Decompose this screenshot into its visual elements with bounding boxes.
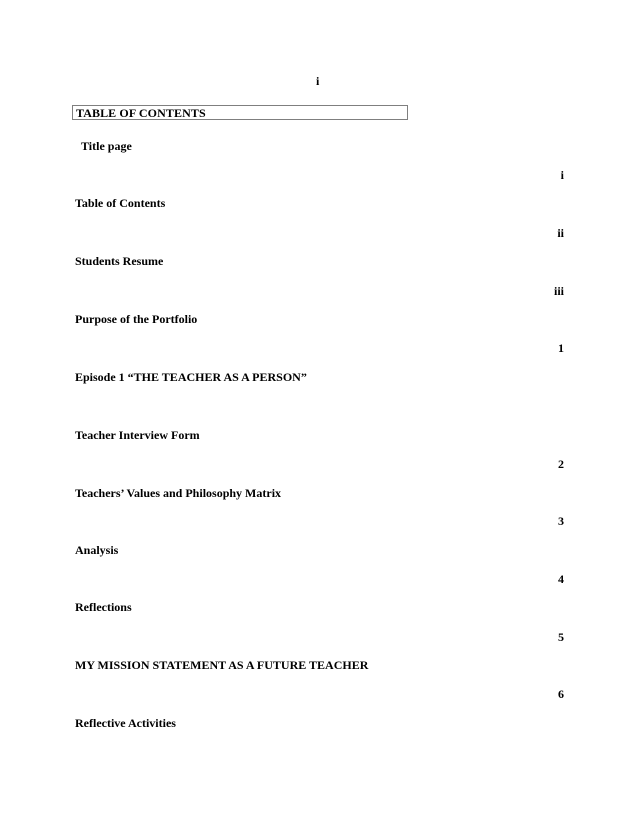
toc-entry-page: 3 <box>558 514 564 528</box>
toc-entry-page: i <box>560 168 564 182</box>
toc-entry-title: Reflections <box>75 600 132 614</box>
toc-entry-title: Analysis <box>75 543 119 557</box>
toc-entry-title: Students Resume <box>75 254 164 268</box>
toc-entry-title: Teacher Interview Form <box>75 428 200 442</box>
toc-entry-page: 6 <box>558 687 564 701</box>
toc-entry-title: Table of Contents <box>75 196 166 210</box>
toc-entry-title: MY MISSION STATEMENT AS A FUTURE TEACHER <box>75 658 369 672</box>
toc-entry-page: 5 <box>558 630 564 644</box>
toc-heading: TABLE OF CONTENTS <box>76 106 206 120</box>
toc-entry-title: Reflective Activities <box>75 716 176 730</box>
toc-entry-title: Teachers’ Values and Philosophy Matrix <box>75 486 282 500</box>
toc-entry-title: Purpose of the Portfolio <box>75 312 198 326</box>
toc-entry-page: ii <box>557 226 564 240</box>
toc-entry-page: 1 <box>558 341 564 355</box>
toc-entry-page: iii <box>553 284 564 298</box>
toc-entry-page: 4 <box>558 572 564 586</box>
page-number: i <box>316 74 320 88</box>
toc-entry-title: Title page <box>81 139 132 153</box>
toc-entry-page: 2 <box>558 457 564 471</box>
toc-entry-title: Episode 1 “THE TEACHER AS A PERSON” <box>75 370 307 384</box>
